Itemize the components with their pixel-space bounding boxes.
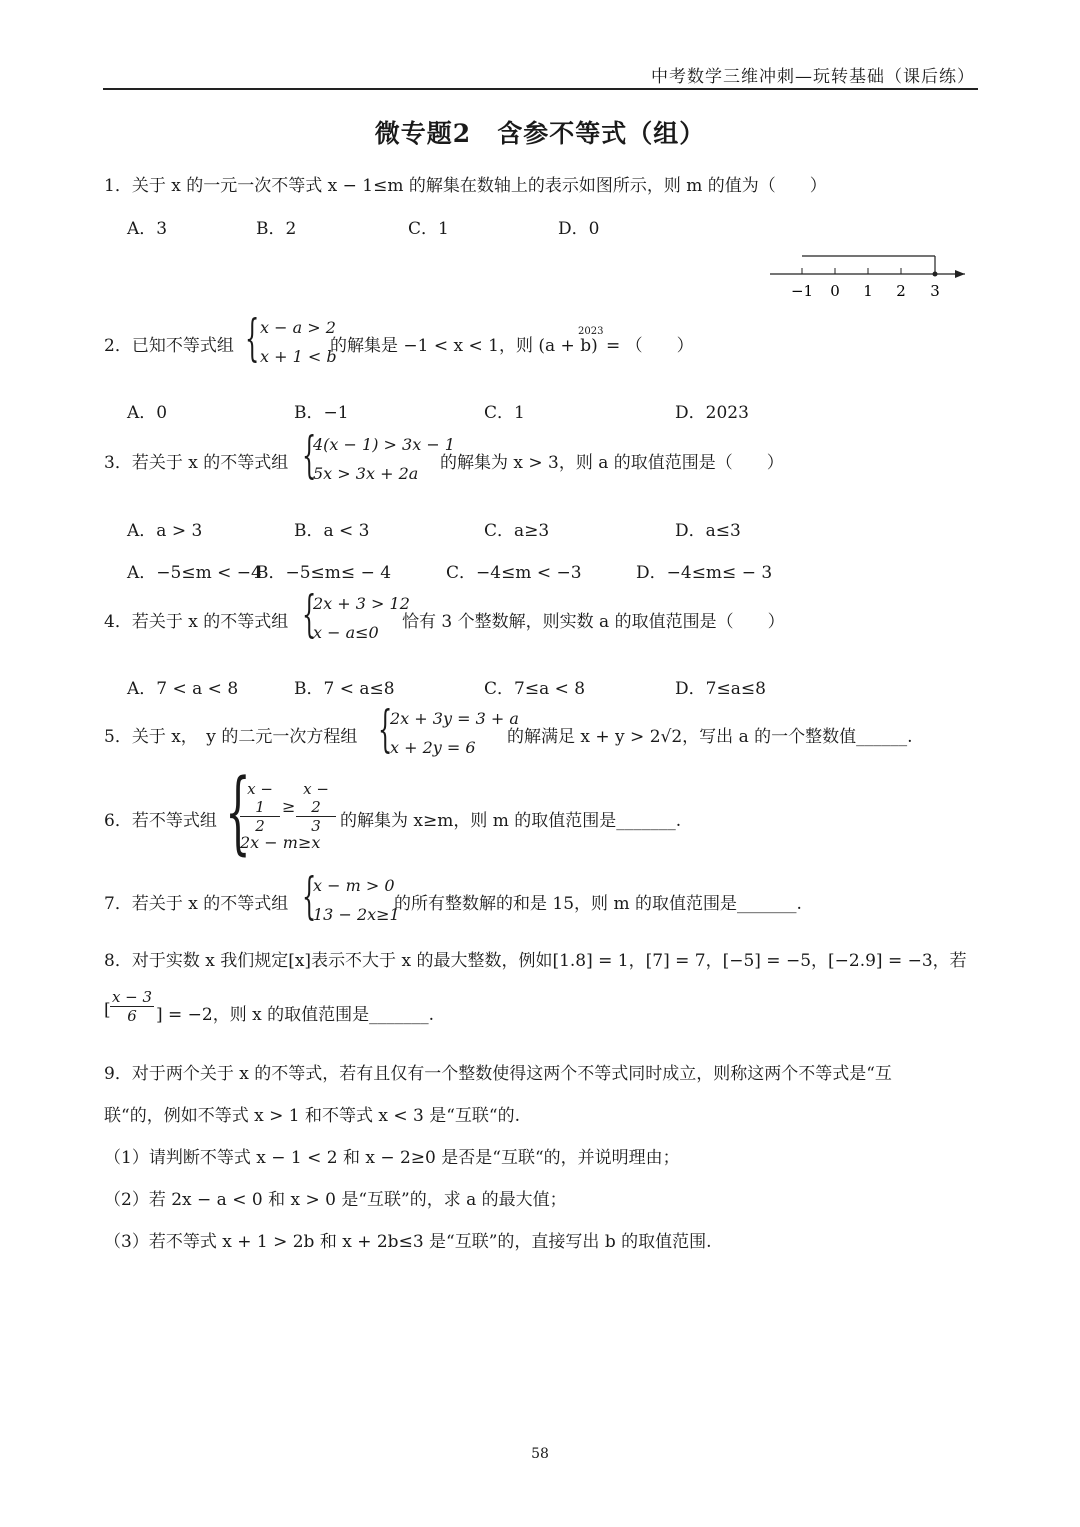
q7-sys-line1: x − m > 0: [313, 876, 395, 895]
solid-endpoint: [933, 272, 938, 277]
label-neg1: −1: [790, 282, 814, 300]
q3-sys-line1: 4(x − 1) > 3x − 1: [313, 435, 455, 454]
q6-frac1-num: x − 1: [247, 780, 273, 816]
q1-option-a: A．3: [127, 219, 168, 239]
q5-brace: {: [378, 700, 393, 758]
q4-option-c: C．7≤a < 8: [484, 679, 586, 699]
q6-frac2-den: 3: [296, 816, 336, 835]
q3-option-c: C．a≥3: [484, 521, 550, 541]
q2-option-c: C．1: [484, 403, 525, 423]
question-2-tail: = （ ）: [606, 336, 694, 356]
q8-frac-num: x − 3: [111, 988, 153, 1006]
q4-option-b: B．7 < a≤8: [294, 679, 395, 699]
question-9-part1: （1）请判断不等式 x − 1 < 2 和 x − 2≥0 是否是“互联“的，并说明理由；: [104, 1148, 680, 1168]
q4-sys-line2: x − a≤0: [313, 623, 379, 642]
q2-exponent: 2023: [578, 326, 604, 337]
q4-option-a: A．7 < a < 8: [127, 679, 239, 699]
question-9-part3: （3）若不等式 x + 1 > 2b 和 x + 2b≤3 是“互联”的，直接写出 b 的取值范围.: [104, 1232, 712, 1252]
q3-option-d: D．a≤3: [675, 521, 741, 541]
q6-frac2-num: x − 2: [303, 780, 329, 816]
question-2-prefix: 2．已知不等式组: [104, 336, 234, 356]
question-6-suffix: 的解集为 x≥m，则 m 的取值范围是_______.: [340, 811, 682, 831]
question-9-line2: 联“的，例如不等式 x > 1 和不等式 x < 3 是“互联“的.: [104, 1106, 521, 1126]
q2-brace: {: [245, 309, 260, 367]
q8-left-bracket: [: [104, 1000, 111, 1020]
q2-sys-line2: x + 1 < b: [260, 347, 337, 366]
header-rule: [103, 88, 978, 90]
label-3: 3: [930, 282, 940, 300]
q2-option-b: B．−1: [294, 403, 349, 423]
extra-option-d: D．−4≤m≤ − 3: [636, 563, 773, 583]
number-line-arrow: [955, 270, 965, 278]
q4-option-d: D．7≤a≤8: [675, 679, 766, 699]
page-title: 微专题2 含参不等式（组）: [374, 119, 706, 148]
page-header: 中考数学三维冲刺—玩转基础（课后练）: [651, 67, 975, 87]
q7-sys-line2: 13 − 2x≥1: [313, 905, 400, 924]
question-4-prefix: 4．若关于 x 的不等式组: [104, 612, 289, 632]
q1-option-d: D．0: [558, 219, 600, 239]
q2-option-d: D．2023: [675, 403, 749, 423]
q6-sys-line2: 2x − m≥x: [240, 833, 321, 852]
extra-option-a: A．−5≤m < −4: [127, 563, 262, 583]
label-0: 0: [830, 282, 840, 300]
q4-sys-line1: 2x + 3 > 12: [313, 594, 410, 613]
question-5-suffix: 的解满足 x + y > 2√2，写出 a 的一个整数值______.: [507, 727, 913, 747]
page-number: 58: [531, 1446, 549, 1462]
q3-option-b: B．a < 3: [294, 521, 370, 541]
q6-frac1-den: 2: [240, 816, 280, 835]
label-2: 2: [896, 282, 906, 300]
q3-sys-line2: 5x > 3x + 2a: [313, 464, 419, 483]
q5-sys-line2: x + 2y = 6: [390, 738, 476, 757]
q1-option-c: C．1: [408, 219, 449, 239]
question-6-prefix: 6．若不等式组: [104, 811, 217, 831]
q6-fraction-1: [240, 780, 280, 835]
question-3-prefix: 3．若关于 x 的不等式组: [104, 453, 289, 473]
question-4-suffix: 恰有 3 个整数解，则实数 a 的取值范围是（ ）: [402, 612, 785, 632]
number-line-figure: [765, 250, 975, 302]
question-9-line1: 9．对于两个关于 x 的不等式，若有且仅有一个整数使得这两个不等式同时成立，则称这两个不等式是“互: [104, 1064, 892, 1084]
q4-brace: {: [302, 585, 317, 643]
q5-sys-line1: 2x + 3y = 3 + a: [390, 709, 519, 728]
label-1: 1: [863, 282, 873, 300]
extra-option-b: B．−5≤m≤ − 4: [256, 563, 392, 583]
q8-fraction: [110, 988, 154, 1025]
question-7-prefix: 7．若关于 x 的不等式组: [104, 894, 289, 914]
q8-frac-den: 6: [110, 1006, 154, 1025]
q2-option-a: A．0: [127, 403, 168, 423]
q3-option-a: A．a > 3: [127, 521, 203, 541]
q6-brace: {: [225, 760, 251, 865]
q1-option-b: B．2: [256, 219, 297, 239]
question-3-suffix: 的解集为 x > 3，则 a 的取值范围是（ ）: [440, 453, 784, 473]
question-7-suffix: 的所有整数解的和是 15，则 m 的取值范围是_______.: [394, 894, 802, 914]
extra-option-c: C．−4≤m < −3: [446, 563, 582, 583]
question-1-stem: 1．关于 x 的一元一次不等式 x − 1≤m 的解集在数轴上的表示如图所示，则 m 的值为（ ）: [104, 176, 827, 196]
q2-sys-line1: x − a > 2: [260, 318, 336, 337]
q7-brace: {: [302, 867, 317, 925]
question-8-line2: ] = −2，则 x 的取值范围是_______.: [156, 1005, 435, 1025]
question-5-prefix: 5．关于 x， y 的二元一次方程组: [104, 727, 358, 747]
question-9-part2: （2）若 2x − a < 0 和 x > 0 是“互联”的，求 a 的最大值；: [104, 1190, 567, 1210]
q6-fraction-2: [296, 780, 336, 835]
question-8-line1: 8．对于实数 x 我们规定[x]表示不大于 x 的最大整数，例如[1.8] = 1，[7] = 7，[−5] = −5，[−2.9] = −3，若: [104, 951, 967, 971]
q3-brace: {: [302, 426, 317, 484]
q6-geq: ≥: [282, 797, 296, 816]
question-2-suffix: 的解集是 −1 < x < 1，则 (a + b): [330, 336, 598, 356]
